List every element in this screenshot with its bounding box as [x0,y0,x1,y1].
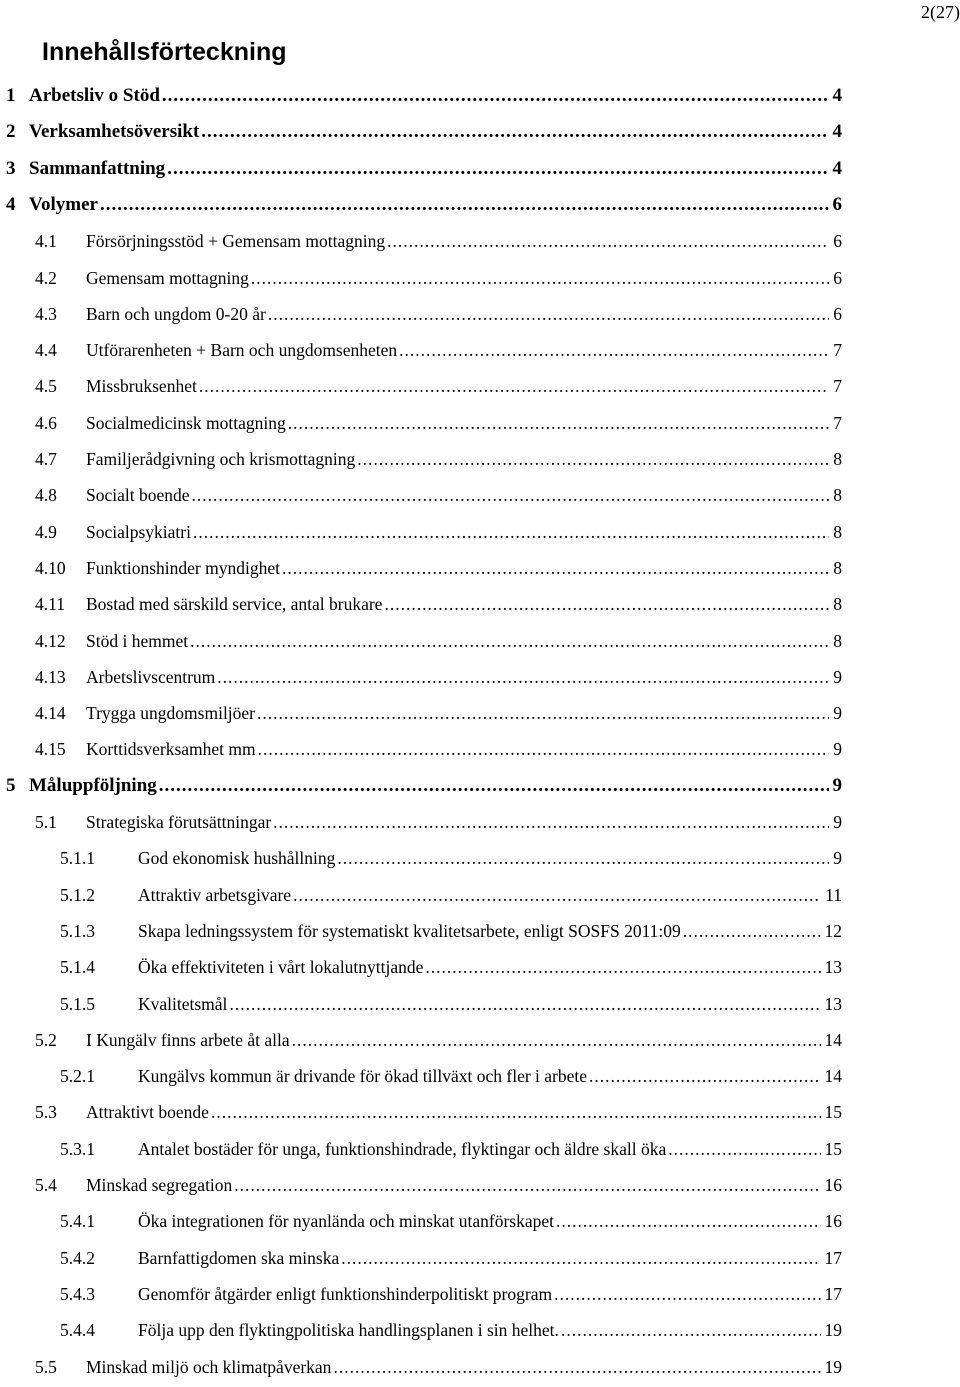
toc-entry-page: 16 [821,1210,843,1232]
toc-dot-leader [100,194,829,216]
toc-entry-title: Trygga ungdomsmiljöer [86,703,256,724]
toc-entry-page: 4 [829,85,843,107]
toc-entry-number: 4.3 [35,303,57,324]
toc-dot-leader [251,267,829,289]
toc-entry[interactable] [0,265,842,291]
toc-dot-leader [561,1319,821,1341]
toc-entry-number: 5.4 [35,1175,57,1195]
toc-entry-page: 9 [829,702,842,724]
toc-dot-leader [333,1356,820,1378]
toc-entry-number: 2 [6,121,16,143]
toc-entry-number: 4.14 [35,703,66,724]
toc-entry-page: 12 [821,920,843,942]
toc-entry[interactable] [0,1354,842,1380]
toc-entry-page: 19 [821,1356,843,1378]
toc-entry[interactable] [0,1317,842,1343]
toc-entry[interactable] [0,192,842,218]
toc-entry[interactable] [0,736,842,762]
toc-dot-leader [162,85,829,107]
toc-entry-title: Sammanfattning [29,157,166,179]
toc-entry-number: 4.15 [35,739,66,760]
toc-entry-page: 9 [829,847,842,869]
toc-entry[interactable] [0,882,842,908]
toc-entry[interactable] [0,337,842,363]
toc-entry-page: 17 [821,1247,843,1269]
toc-entry-title: Stöd i hemmet [86,630,189,651]
toc-entry-page: 6 [829,303,842,325]
toc-entry-page: 8 [829,448,842,470]
toc-entry[interactable] [0,301,842,327]
toc-entry-page: 8 [829,630,842,652]
toc-entry-page: 8 [829,557,842,579]
toc-dot-leader [425,956,820,978]
toc-dot-leader [589,1065,820,1087]
toc-entry-number: 5.1.1 [60,848,95,869]
toc-entry[interactable] [0,1099,842,1125]
toc-dot-leader [193,521,829,543]
toc-entry-number: 4.12 [35,630,66,651]
toc-entry[interactable] [0,773,842,799]
toc-entry-number: 5.2.1 [60,1066,95,1087]
toc-entry[interactable] [0,482,842,508]
toc-entry-page: 9 [829,738,842,760]
toc-entry-page: 6 [829,194,843,216]
toc-dot-leader [229,993,820,1015]
toc-dot-leader [341,1247,820,1269]
toc-entry-title: Volymer [29,193,98,215]
toc-entry[interactable] [0,1027,842,1053]
toc-entry-number: 4.7 [35,449,57,469]
toc-entry-page: 15 [821,1101,843,1123]
toc-entry-number: 5.3 [35,1102,57,1123]
toc-entry-page: 9 [829,811,842,833]
toc-entry[interactable] [0,1063,842,1089]
toc-entry-title: Missbruksenhet [86,376,197,397]
toc-entry-number: 5.1.3 [60,920,95,941]
toc-entry[interactable] [0,809,842,835]
toc-entry-number: 5.4.1 [60,1211,95,1232]
toc-entry-title: Verksamhetsöversikt [29,121,200,143]
toc-dot-leader [258,738,830,760]
toc-entry-number: 4.5 [35,376,57,397]
toc-entry-page: 7 [829,339,842,361]
toc-entry-title: Genomför åtgärder enligt funktionshinderpolitiskt program [138,1283,553,1304]
toc-dot-leader [288,412,829,434]
toc-entry-title: Skapa ledningssystem för systematiskt kvalitetsarbete, enligt SOSFS 2011:09 [138,920,681,941]
toc-entry-page: 4 [829,158,843,180]
toc-entry[interactable] [0,845,842,871]
toc-entry-number: 5.4.2 [60,1247,95,1268]
toc-dot-leader [683,920,821,942]
toc-entry-title: Barn och ungdom 0-20 år [86,303,266,324]
toc-dot-leader [211,1101,821,1123]
toc-dot-leader [668,1138,820,1160]
toc-entry[interactable] [0,228,842,254]
toc-entry-page: 4 [829,121,843,143]
toc-title: Innehållsförteckning [42,38,287,66]
toc-entry-page: 9 [829,666,842,688]
toc-entry-page: 14 [821,1065,843,1087]
toc-dot-leader [167,158,828,180]
toc-entry-page: 9 [829,775,843,797]
toc-dot-leader [192,484,830,506]
toc-entry-page: 17 [821,1283,843,1305]
toc-dot-leader [217,666,829,688]
toc-entry[interactable] [0,156,842,182]
toc-entry-page: 13 [821,956,843,978]
toc-entry-title: Funktionshinder myndighet [86,557,280,578]
toc-entry-number: 1 [6,85,16,106]
toc-entry[interactable] [0,591,842,617]
toc-entry-title: Korttidsverksamhet mm [86,739,256,760]
toc-entry-title: Öka effektiviteten i vårt lokalutnyttjande [138,957,424,978]
toc-entry[interactable] [0,918,842,944]
toc-entry-number: 4 [6,193,16,215]
toc-entry-title: Öka integrationen för nyanlända och minskat utanförskapet [138,1211,554,1232]
toc-entry[interactable] [0,1208,842,1234]
toc-entry-number: 5.4.3 [60,1283,95,1304]
toc-entry[interactable] [0,446,842,472]
toc-dot-leader [387,230,829,252]
toc-dot-leader [199,375,829,397]
toc-entry-page: 8 [829,521,842,543]
toc-entry-number: 5.2 [35,1029,57,1050]
toc-entry-number: 5.1.5 [60,993,95,1014]
toc-entry-page: 8 [829,593,842,615]
toc-dot-leader [357,448,829,470]
toc-entry-page: 15 [821,1138,843,1160]
toc-dot-leader [190,630,829,652]
toc-entry-number: 4.6 [35,412,57,433]
toc-entry-number: 4.8 [35,485,57,506]
toc-entry[interactable] [0,1172,842,1198]
toc-entry-title: Familjerådgivning och krismottagning [86,449,356,469]
toc-dot-leader [292,1029,821,1051]
toc-entry[interactable] [0,1136,842,1162]
toc-dot-leader [554,1283,820,1305]
toc-entry-page: 14 [821,1029,843,1051]
toc-entry[interactable] [0,83,842,109]
toc-entry[interactable] [0,373,842,399]
toc-entry-number: 3 [6,157,16,179]
toc-entry-title: Strategiska förutsättningar [86,812,272,832]
toc-entry-title: Följa upp den flyktingpolitiska handlingsplanen i sin helhet. [138,1320,559,1341]
toc-entry-title: Socialt boende [86,485,190,506]
toc-entry[interactable] [0,119,842,145]
toc-entry-page: 6 [829,267,842,289]
toc-entry-title: Måluppföljning [29,774,157,796]
toc-entry-number: 4.2 [35,267,57,288]
toc-entry-number: 4.10 [35,557,66,578]
toc-entry-number: 5.4.4 [60,1320,95,1341]
toc-entry-title: Attraktiv arbetsgivare [138,884,292,905]
toc-entry[interactable] [0,664,842,690]
toc-entry-page: 6 [829,230,842,252]
toc-entry-title: Kvalitetsmål [138,993,228,1014]
toc-dot-leader [556,1210,821,1232]
toc-entry-title: Gemensam mottagning [86,267,249,288]
toc-entry-title: Socialpsykiatri [86,521,191,542]
toc-entry-number: 5.5 [35,1356,57,1377]
toc-entry-number: 5.1 [35,812,57,832]
toc-entry-number: 4.9 [35,521,57,542]
toc-entry-page: 11 [821,884,842,906]
toc-entry-page: 7 [829,412,842,434]
toc-entry[interactable] [0,700,842,726]
toc-dot-leader [282,557,829,579]
toc-entry[interactable] [0,954,842,980]
toc-entry-title: I Kungälv finns arbete åt alla [86,1029,290,1050]
toc-dot-leader [201,121,828,143]
toc-dot-leader [399,339,829,361]
toc-entry[interactable] [0,519,842,545]
toc-entry-page: 19 [821,1319,843,1341]
toc-entry[interactable] [0,1245,842,1271]
toc-dot-leader [234,1174,820,1196]
toc-entry[interactable] [0,628,842,654]
page-number: 2(27) [921,2,960,22]
toc-entry-title: Socialmedicinsk mottagning [86,412,286,433]
toc-dot-leader [273,811,829,833]
toc-entry[interactable] [0,1281,842,1307]
toc-entry-number: 5.3.1 [60,1138,95,1159]
toc-entry[interactable] [0,555,842,581]
toc-entry-title: Attraktivt boende [86,1102,209,1123]
toc-entry-title: Arbetslivscentrum [86,666,216,687]
toc-entry-title: Minskad miljö och klimatpåverkan [86,1356,332,1377]
toc-dot-leader [257,702,829,724]
toc-entry-title: Försörjningsstöd + Gemensam mottagning [86,231,386,252]
toc-entry-number: 5 [6,774,16,796]
toc-dot-leader [159,775,829,797]
toc-dot-leader [337,847,829,869]
toc-entry-title: Arbetsliv o Stöd [29,85,160,106]
toc-entry-title: Minskad segregation [86,1175,233,1195]
toc-entry-number: 4.1 [35,231,57,252]
toc-dot-leader [384,593,829,615]
toc-entry-number: 4.11 [35,594,65,615]
toc-entry-page: 16 [821,1174,843,1196]
toc-dot-leader [268,303,829,325]
toc-entry-page: 8 [829,484,842,506]
toc-entry-page: 13 [821,993,843,1015]
toc-entry-number: 5.1.2 [60,884,95,905]
toc-entry-title: Bostad med särskild service, antal brukare [86,594,383,615]
toc-entry[interactable] [0,991,842,1017]
toc-entry-number: 5.1.4 [60,957,95,978]
toc-entry-number: 4.4 [35,340,57,361]
toc-entry-title: God ekonomisk hushållning [138,848,336,869]
toc-entry-number: 4.13 [35,666,66,687]
toc-entry-title: Kungälvs kommun är drivande för ökad tillväxt och fler i arbete [138,1066,588,1087]
toc-entry-title: Antalet bostäder för unga, funktionshindrade, flyktingar och äldre skall öka [138,1138,667,1159]
toc-entry-page: 7 [829,375,842,397]
toc-dot-leader [293,884,821,906]
toc-entry[interactable] [0,410,842,436]
toc-entry-title: Barnfattigdomen ska minska [138,1247,340,1268]
toc-entry-title: Utförarenheten + Barn och ungdomsenheten [86,340,398,361]
